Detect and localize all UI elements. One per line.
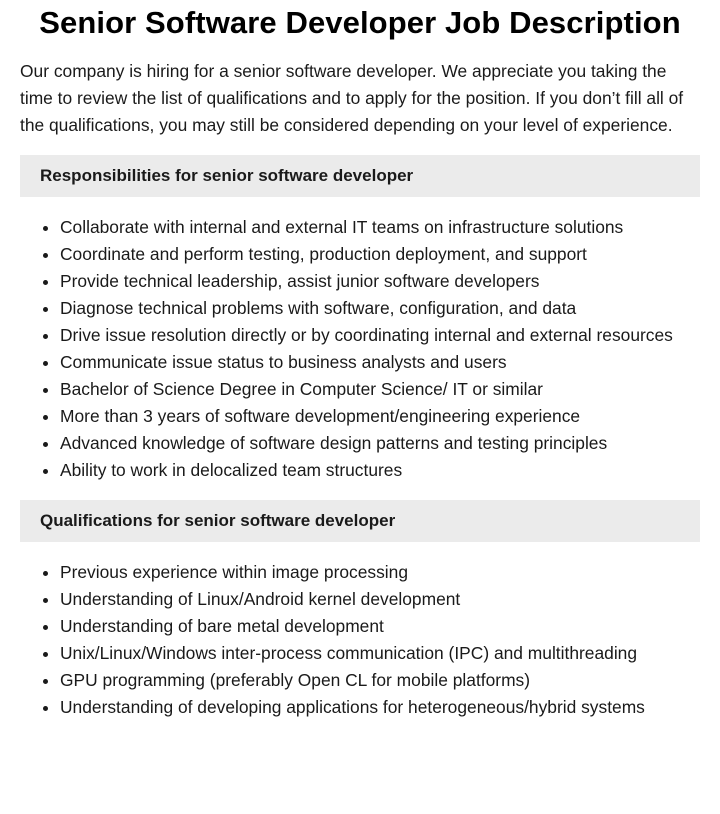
list-item: Previous experience within image processing: [60, 559, 700, 586]
list-item: More than 3 years of software development/engineering experience: [60, 403, 700, 430]
qualifications-heading: Qualifications for senior software developer: [20, 500, 700, 542]
list-item: Drive issue resolution directly or by coordinating internal and external resources: [60, 322, 700, 349]
qualifications-list: [20, 559, 700, 721]
list-item: Understanding of developing applications for heterogeneous/hybrid systems: [60, 694, 700, 721]
list-item: Communicate issue status to business analysts and users: [60, 349, 700, 376]
list-item: Diagnose technical problems with software, configuration, and data: [60, 295, 700, 322]
list-item: Bachelor of Science Degree in Computer Science/ IT or similar: [60, 376, 700, 403]
list-item: Collaborate with internal and external IT teams on infrastructure solutions: [60, 214, 700, 241]
responsibilities-list: [20, 214, 700, 484]
list-item: Understanding of Linux/Android kernel development: [60, 586, 700, 613]
list-item: Understanding of bare metal development: [60, 613, 700, 640]
list-item: GPU programming (preferably Open CL for mobile platforms): [60, 667, 700, 694]
responsibilities-heading: Responsibilities for senior software developer: [20, 155, 700, 197]
list-item: Advanced knowledge of software design patterns and testing principles: [60, 430, 700, 457]
list-item: Unix/Linux/Windows inter-process communication (IPC) and multithreading: [60, 640, 700, 667]
list-item: Ability to work in delocalized team structures: [60, 457, 700, 484]
intro-paragraph: Our company is hiring for a senior software developer. We appreciate you taking the time to review the list of qualifications and to apply for the position. If you don’t fill all of the qualifications, you may still be considered depending on your level of experience.: [20, 61, 684, 135]
page-title: Senior Software Developer Job Description: [39, 5, 681, 40]
list-item: Coordinate and perform testing, production deployment, and support: [60, 241, 700, 268]
list-item: Provide technical leadership, assist junior software developers: [60, 268, 700, 295]
